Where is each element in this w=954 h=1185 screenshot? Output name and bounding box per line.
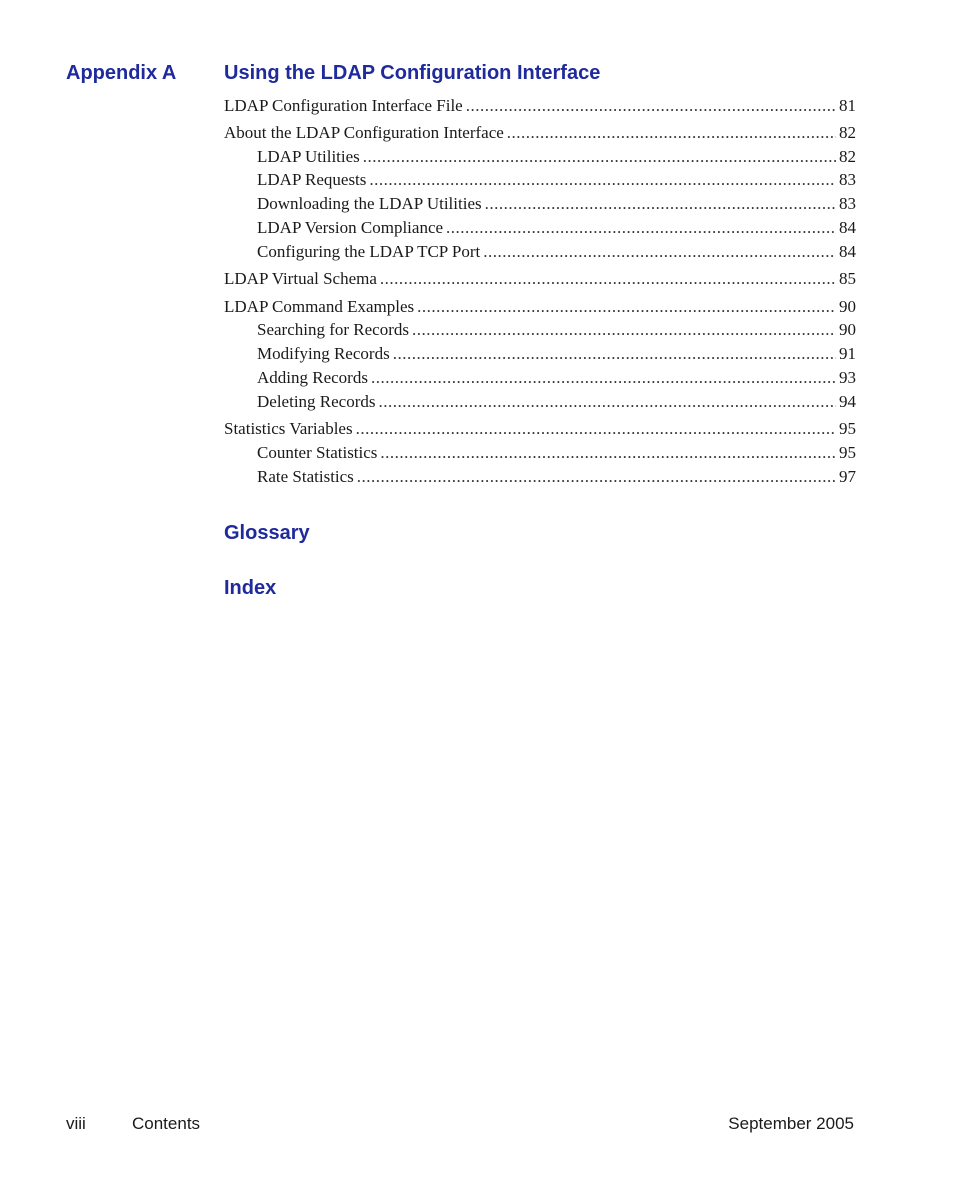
toc-entry[interactable] (224, 95, 856, 117)
toc-entry-label: LDAP Virtual Schema (224, 269, 377, 288)
toc-leader (412, 319, 836, 341)
toc-entry-label: Counter Statistics (257, 443, 378, 462)
toc-entry[interactable] (257, 343, 856, 365)
toc-entry-label: Modifying Records (257, 344, 390, 363)
toc-entry-page: 84 (839, 242, 856, 261)
toc-entry-page: 81 (839, 96, 856, 115)
toc-leader (380, 268, 836, 290)
toc-entry-page: 94 (839, 392, 856, 411)
toc-entry-label: Downloading the LDAP Utilities (257, 194, 482, 213)
toc-entry[interactable] (224, 418, 856, 440)
toc-entry-label: LDAP Version Compliance (257, 218, 444, 237)
toc-entry[interactable] (257, 241, 856, 263)
toc-entry[interactable] (257, 442, 856, 464)
toc-entry-page: 97 (839, 467, 856, 486)
toc-entry-label: LDAP Utilities (257, 147, 360, 166)
toc-entry-page: 93 (839, 368, 856, 387)
footer-date: September 2005 (728, 1114, 854, 1133)
toc-entry[interactable] (257, 391, 856, 413)
toc-entry[interactable] (224, 296, 856, 318)
toc-leader (446, 217, 836, 239)
toc-entry[interactable] (257, 367, 856, 389)
toc-entry-page: 83 (839, 170, 856, 189)
toc-leader (507, 122, 836, 144)
toc-entry-page: 83 (839, 194, 856, 213)
toc-leader (356, 418, 836, 440)
toc-entry-page: 84 (839, 218, 856, 237)
toc-entry[interactable] (257, 319, 856, 341)
toc-entry-page: 90 (839, 297, 856, 316)
footer-section: Contents (132, 1114, 201, 1133)
toc-entry-page: 95 (839, 443, 856, 462)
index-heading[interactable]: Index (224, 577, 277, 599)
toc-entry-page: 95 (839, 419, 856, 438)
appendix-label: Appendix A (66, 62, 177, 84)
appendix-title: Using the LDAP Configuration Interface (224, 62, 601, 84)
toc-leader (417, 296, 836, 318)
toc-entry-label: Configuring the LDAP TCP Port (257, 242, 481, 261)
toc-entry-label: LDAP Configuration Interface File (224, 96, 463, 115)
toc-leader (363, 146, 836, 168)
toc-leader (393, 343, 836, 365)
toc-entry-page: 85 (839, 269, 856, 288)
toc-entry[interactable] (257, 193, 856, 215)
toc-leader (369, 169, 836, 191)
toc-entry-label: About the LDAP Configuration Interface (224, 123, 504, 142)
toc-entry-label: Statistics Variables (224, 419, 353, 438)
toc-entry[interactable] (257, 169, 856, 191)
toc-entry-label: LDAP Requests (257, 170, 367, 189)
toc-entry-label: Adding Records (257, 368, 368, 387)
toc-entry-label: LDAP Command Examples (224, 297, 415, 316)
toc-entry[interactable] (224, 268, 856, 290)
toc-leader (485, 193, 836, 215)
toc-leader (380, 442, 836, 464)
toc-leader (483, 241, 836, 263)
toc-entry-label: Searching for Records (257, 320, 410, 339)
toc-entry-page: 82 (839, 123, 856, 142)
toc-leader (466, 95, 836, 117)
toc-entry[interactable] (257, 217, 856, 239)
footer-page-number: viii (66, 1114, 86, 1133)
toc-entry-page: 90 (839, 320, 856, 339)
toc-entry-label: Deleting Records (257, 392, 376, 411)
toc-leader (371, 367, 836, 389)
toc-entry-label: Rate Statistics (257, 467, 354, 486)
glossary-heading[interactable]: Glossary (224, 522, 310, 544)
toc-entry[interactable] (224, 122, 856, 144)
toc-entry-page: 91 (839, 344, 856, 363)
toc-entry[interactable] (257, 146, 856, 168)
toc-leader (357, 466, 836, 488)
toc-leader (379, 391, 837, 413)
toc-entry[interactable] (257, 466, 856, 488)
toc-entry-page: 82 (839, 147, 856, 166)
